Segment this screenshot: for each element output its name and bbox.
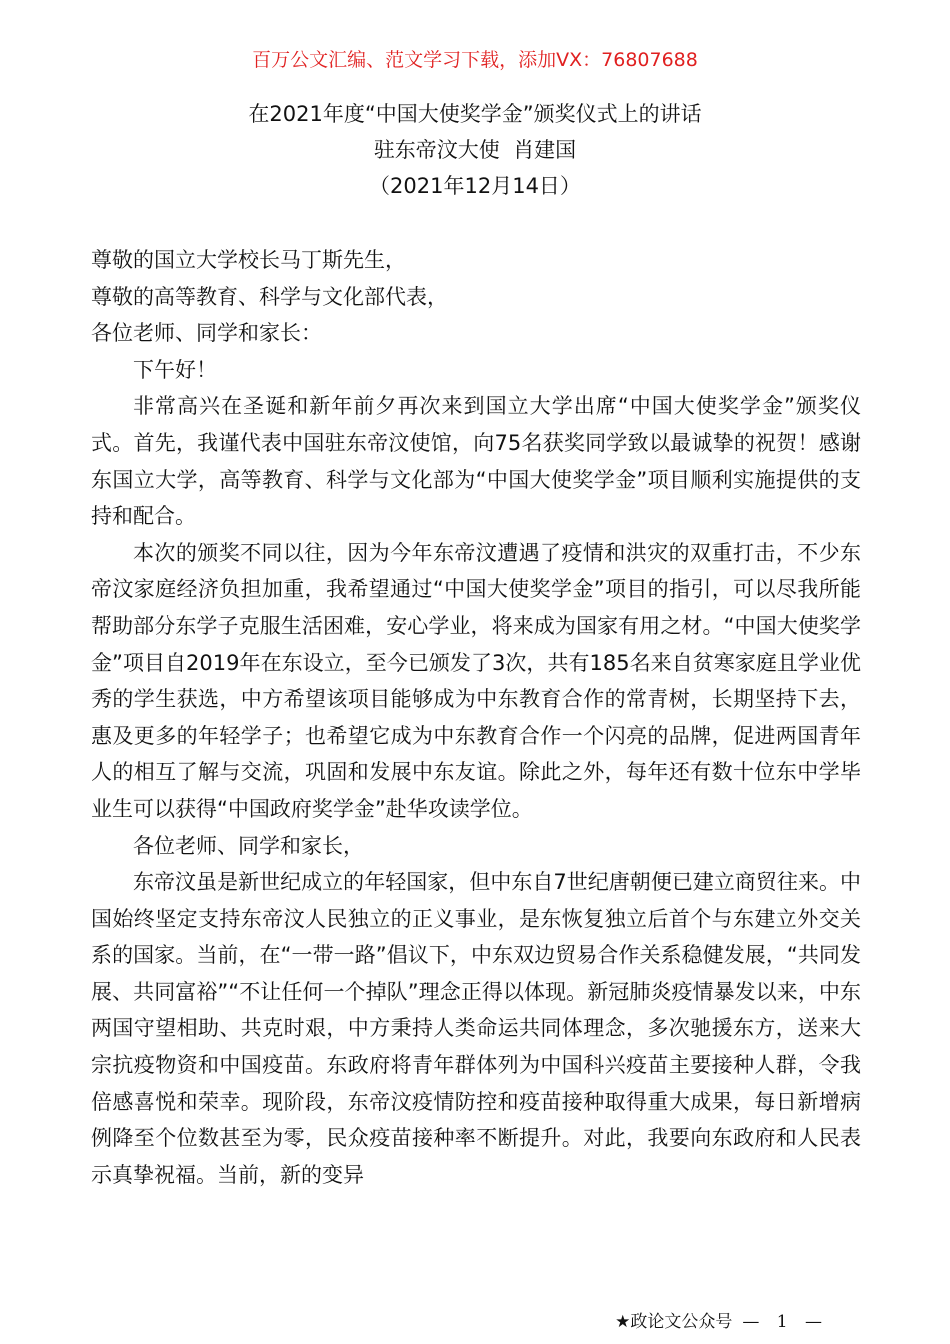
title-block: [0, 96, 950, 204]
paragraph: 下午好！: [133, 357, 217, 382]
speech-body: [91, 242, 861, 1193]
speaker-line: 驻东帝汶大使 肖建国: [373, 138, 577, 162]
salutation-line: 尊敬的高等教育、科学与文化部代表，: [91, 284, 448, 309]
paragraph: 各位老师、同学和家长，: [133, 833, 364, 858]
paragraph: 非常高兴在圣诞和新年前夕再次来到国立大学出席“中国大使奖学金”颁奖仪式。首先，我谨代表中国驻东帝汶使馆，向75名获奖同学致以最诚挚的祝贺！感谢东国立大学，高等教育、科学与文化部为“中国大使奖学金”项目顺利实施提供的支持和配合。: [91, 394, 861, 529]
speech-title: 在2021年度“中国大使奖学金”颁奖仪式上的讲话: [248, 102, 702, 126]
page-footer: [615, 1310, 828, 1334]
paragraph: 东帝汶虽是新世纪成立的年轻国家，但中东自7世纪唐朝便已建立商贸往来。中国始终坚定支持东帝汶人民独立的正义事业，是东恢复独立后首个与东建立外交关系的国家。当前，在“一带一路”倡议下，中东双边贸易合作关系稳健发展，“共同发展、共同富裕”“不让任何一个掉队”理念正得以体现。新冠肺炎疫情暴发以来，中东两国守望相助、共克时艰，中方秉持人类命运共同体理念，多次驰援东方，送来大宗抗疫物资和中国疫苗。东政府将青年群体列为中国科兴疫苗主要接种人群，令我倍感喜悦和荣幸。现阶段，东帝汶疫情防控和疫苗接种取得重大成果，每日新增病例降至个位数甚至为零，民众疫苗接种率不断提升。对此，我要向东政府和人民表示真挚祝福。当前，新的变异: [91, 870, 861, 1187]
page-number: — 1 —: [742, 1312, 828, 1332]
speech-date: （2021年12月14日）: [369, 174, 581, 198]
salutation-line: 各位老师、同学和家长：: [91, 321, 322, 346]
salutation-line: 尊敬的国立大学校长马丁斯先生，: [91, 248, 406, 272]
promo-banner: 百万公文汇编、范文学习下载，添加VX：76807688: [252, 49, 698, 71]
paragraph: 本次的颁奖不同以往，因为今年东帝汶遭遇了疫情和洪灾的双重打击，不少东帝汶家庭经济负担加重，我希望通过“中国大使奖学金”项目的指引，可以尽我所能帮助部分东学子克服生活困难，安心学业，将来成为国家有用之材。“中国大使奖学金”项目自2019年在东设立，至今已颁发了3次，共有185名来自贫寒家庭且学业优秀的学生获选，中方希望该项目能够成为中东教育合作的常青树，长期坚持下去，惠及更多的年轻学子；也希望它成为中东教育合作一个闪亮的品牌，促进两国青年人的相互了解与交流，巩固和发展中东友谊。除此之外，每年还有数十位东中学毕业生可以获得“中国政府奖学金”赴华攻读学位。: [91, 540, 861, 821]
footer-label: ★政论文公众号: [615, 1312, 733, 1332]
